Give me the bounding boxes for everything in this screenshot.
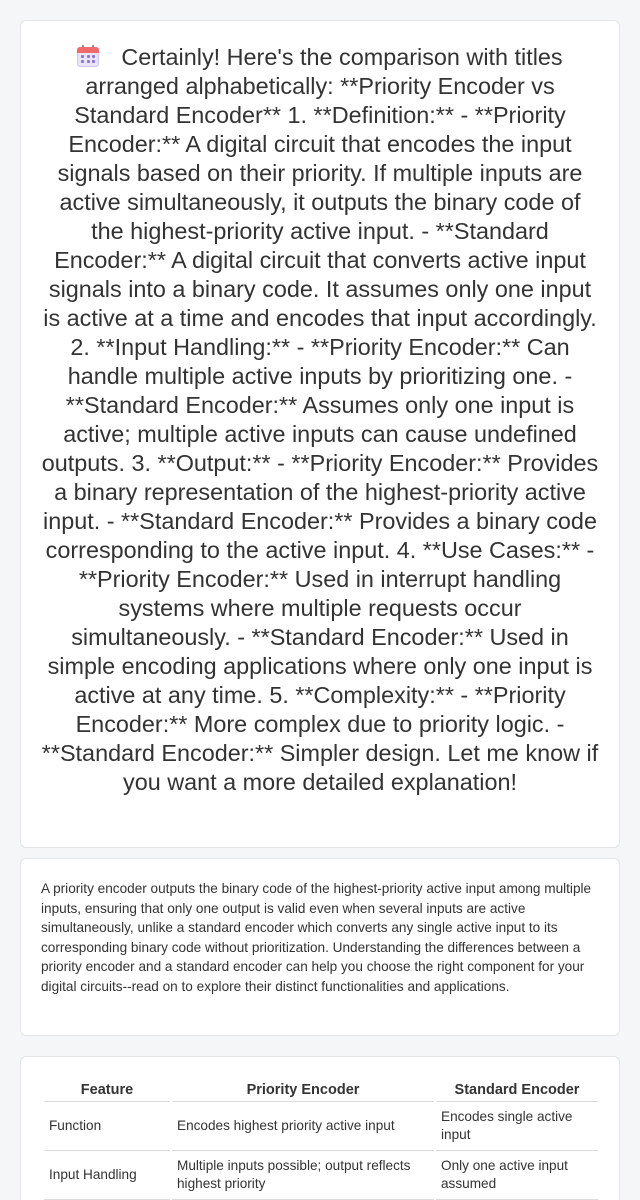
summary-card [20,858,620,1036]
answer-card [20,20,620,848]
table-cell: Encodes highest priority active input [172,1102,434,1151]
table-cell: Encodes single active input [436,1102,598,1151]
table-cell: Only one active input assumed [436,1151,598,1200]
table-header-row [44,1079,598,1102]
answer-text: Certainly! Here's the comparison with titles arranged alphabetically: **Priority Encoder vs Standard Encoder** 1. **Definition:** - **Priority Encoder:** A digital circuit that encodes the input signals based on their priority. If multiple inputs are active simultaneously, it outputs the binary code of the highest-priority active input. - **Standard Encoder:** A digital circuit that converts active input signals into a binary code. It assumes only one input is active at a time and encodes that input accordingly. 2. **Input Handling:** - **Priority Encoder:** Can handle multiple active inputs by prioritizing one. - **Standard Encoder:** Assumes only one input is active; multiple active inputs can cause undefined outputs. 3. **Output:** - **Priority Encoder:** Provides a binary representation of the highest-priority active input. - **Standard Encoder:** Provides a binary code corresponding to the active input. 4. **Use Cases:** - **Priority Encoder:** Used in interrupt handling systems where multiple requests occur simultaneously. - **Standard Encoder:** Used in simple encoding applications where only one input is active at any time. 5. **Complexity:** - **Priority Encoder:** More complex due to priority logic. - **Standard Encoder:** Simpler design. Let me know if you want a more detailed explanation! [41,44,599,795]
column-header-priority-encoder: Priority Encoder [172,1079,434,1102]
column-header-standard-encoder: Standard Encoder [436,1079,598,1102]
calendar-icon [77,45,99,67]
answer-heading [41,43,599,797]
table-cell: Multiple inputs possible; output reflects highest priority [172,1151,434,1200]
column-header-feature: Feature [44,1079,170,1102]
table-cell: Input Handling [44,1151,170,1200]
summary-text: A priority encoder outputs the binary code of the highest-priority active input among multiple inputs, ensuring that only one output is valid even when several inputs are active simultaneously, unlike a standard encoder which converts any single active input to its corresponding binary code without prioritization. Understanding the differences between a priority encoder and a standard encoder can help you choose the right component for your digital circuits--read on to explore their distinct functionalities and applications. [41,881,592,994]
comparison-table [42,1079,600,1200]
comparison-table-card [20,1056,620,1200]
table-cell: Function [44,1102,170,1151]
table-row [44,1102,598,1151]
table-row [44,1151,598,1200]
